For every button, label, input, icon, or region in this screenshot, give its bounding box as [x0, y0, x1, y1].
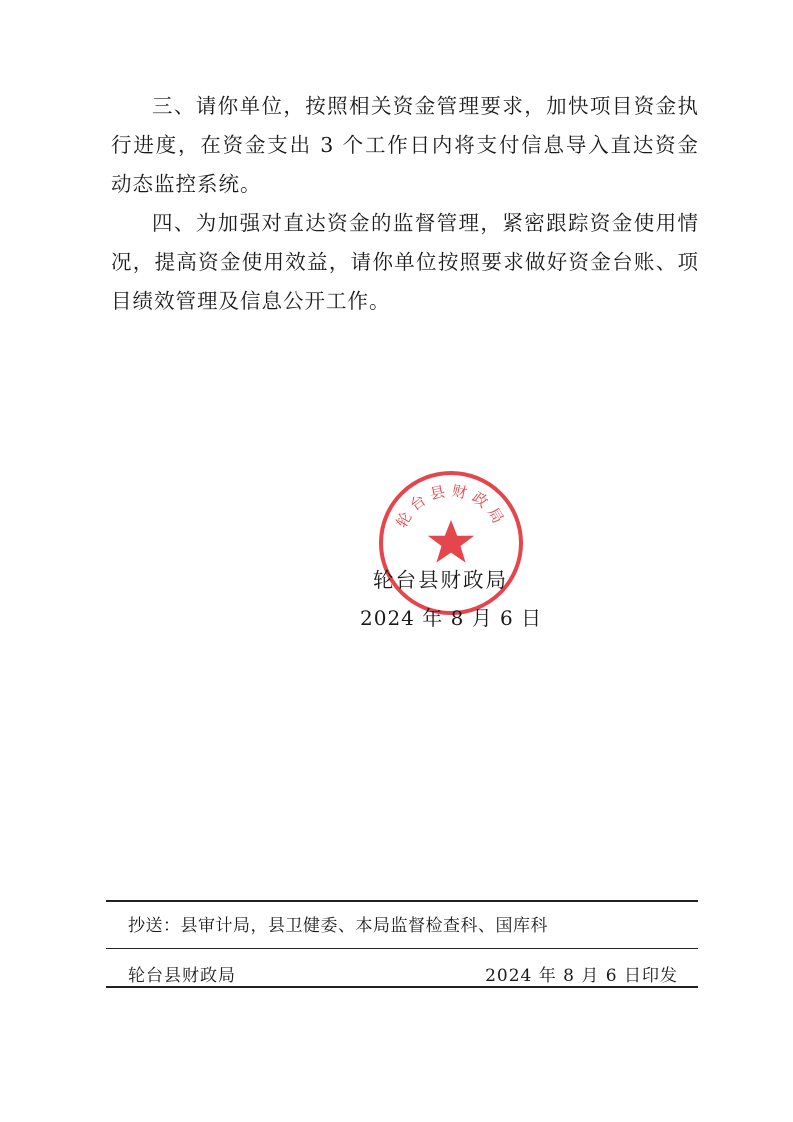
seal-star-icon [428, 520, 474, 563]
signature-org: 轮台县财政局 [373, 568, 508, 592]
issue-date: 2024 年 8 月 6 日印发 [485, 966, 678, 986]
footer-top-rule [106, 900, 698, 902]
issuer-org: 轮台县财政局 [128, 966, 236, 986]
cc-line: 抄送：县审计局，县卫健委、本局监督检查科、国库科 [128, 916, 548, 936]
seal-text: 轮台县财政局 [392, 481, 510, 531]
official-seal [376, 468, 526, 618]
signature-date: 2024 年 8 月 6 日 [360, 606, 543, 630]
footer-bottom-rule [106, 986, 698, 988]
paragraph-4: 四、为加强对直达资金的监督管理，紧密跟踪资金使用情况，提高资金使用效益，请你单位按照要求做好资金台账、项目绩效管理及信息公开工作。 [111, 211, 699, 313]
footer-middle-rule [106, 948, 698, 949]
paragraph-3: 三、请你单位，按照相关资金管理要求，加快项目资金执行进度，在资金支出 3 个工作日内将支付信息导入直达资金动态监控系统。 [111, 94, 699, 196]
